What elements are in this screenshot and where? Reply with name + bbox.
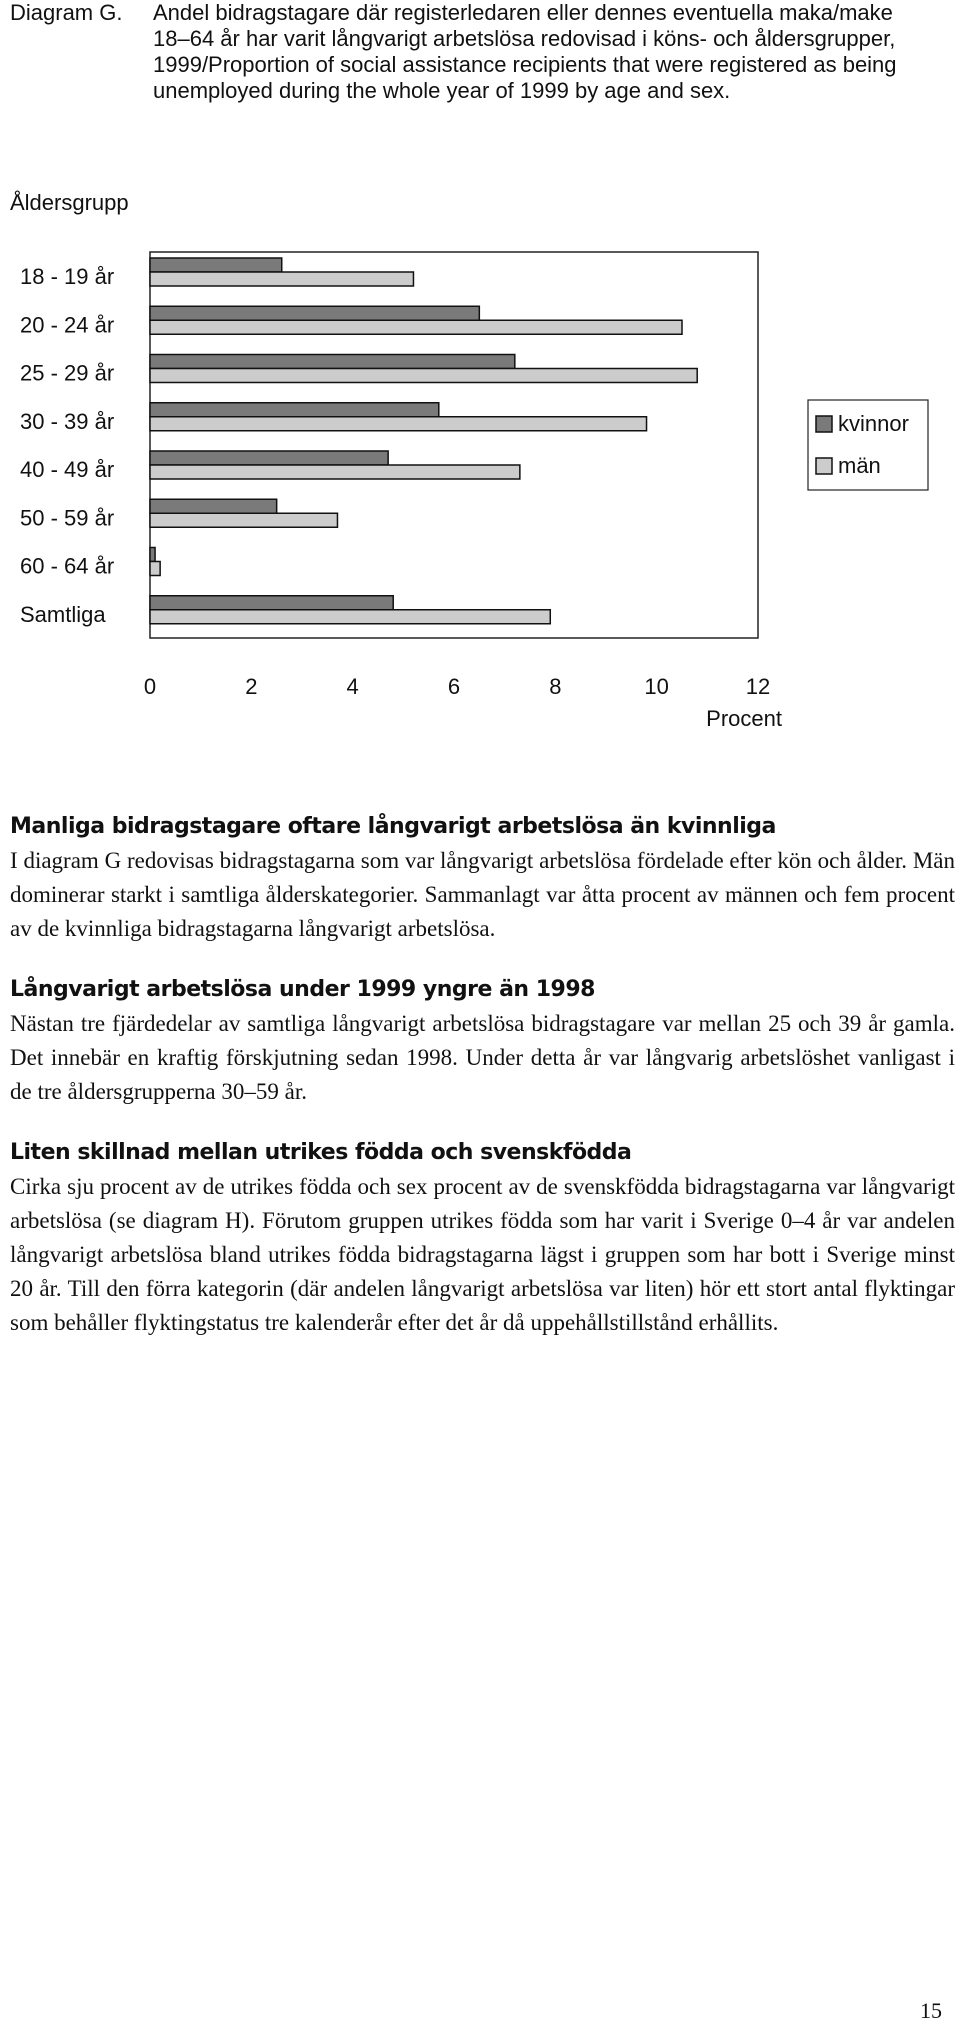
legend-swatch-män xyxy=(816,458,832,474)
bar-män xyxy=(150,610,550,624)
bar-kvinnor xyxy=(150,596,393,610)
bar-kvinnor xyxy=(150,258,282,272)
section-men-long-term xyxy=(10,812,955,946)
category-label: 18 - 19 år xyxy=(20,264,115,290)
section-paragraph: Cirka sju procent av de utrikes födda och sex procent av de svenskfödda bidragstagarna var långvarigt arbetslösa (se diagram H). Förutom gruppen utrikes födda som har varit i Sverige 0–4 år var andelen långvarigt arbetslösa bland utrikes födda bidragstagarna lägst i gruppen som har bott i Sverige minst 20 år. Till den förra kategorin (där andelen långvarigt arbetslösa var liten) hör ett stort antal flyktingar som behåller flyktingstatus tre kalenderår efter det år då uppehållstillstånd erhållits. xyxy=(10,1174,955,1335)
x-tick-label: 4 xyxy=(346,674,359,699)
bar-män xyxy=(150,272,413,286)
x-tick-label: 0 xyxy=(143,674,157,699)
section-born-abroad xyxy=(10,1138,955,1340)
bar-män xyxy=(150,369,697,383)
section-heading: Manliga bidragstagare oftare långvarigt arbetslösa än kvinnliga xyxy=(10,814,776,839)
category-label: 40 - 49 år xyxy=(20,457,115,483)
category-label: Samtliga xyxy=(20,601,106,627)
category-label: 20 - 24 år xyxy=(20,312,115,338)
section-heading: Liten skillnad mellan utrikes födda och svenskfödda xyxy=(10,1140,632,1165)
legend-label-kvinnor: kvinnor xyxy=(838,411,909,436)
category-label: 60 - 64 år xyxy=(20,553,115,579)
bar-kvinnor xyxy=(150,306,479,320)
legend-label-män: män xyxy=(838,453,881,478)
x-axis-label: Procent xyxy=(706,706,782,731)
x-tick-label: 10 xyxy=(644,674,669,699)
caption-text: Andel bidragstagare där registerledaren eller dennes eventuella maka/make 18–64 år har varit långvarigt arbetslösa redovisad i köns- och åldersgrupper, 1999/Proportion of social assistance recipients that were registered as being unemployed during the whole year of 1999 by age and sex. xyxy=(153,0,897,103)
bar-män xyxy=(150,562,160,576)
bar-chart xyxy=(0,180,960,740)
legend-swatch-kvinnor xyxy=(816,416,832,432)
x-tick-label: 6 xyxy=(447,674,461,699)
x-tick-label: 2 xyxy=(245,674,258,699)
category-label: 30 - 39 år xyxy=(20,408,115,434)
bar-kvinnor xyxy=(150,355,515,369)
bar-kvinnor xyxy=(150,548,155,562)
bar-män xyxy=(150,513,337,527)
section-paragraph: I diagram G redovisas bidragstagarna som var långvarigt arbetslösa fördelade efter kön och ålder. Män dominerar starkt i samtliga ålderskategorier. Sammanlagt var åtta procent av männen och fem procent av de kvinnliga bidragstagarna långvarigt arbetslösa. xyxy=(10,848,955,941)
bar-män xyxy=(150,320,682,334)
section-paragraph: Nästan tre fjärdedelar av samtliga långvarigt arbetslösa bidragstagare var mellan 25 och 39 år gamla. Det innebär en kraftig förskjutning sedan 1998. Under detta år var långvarig arbetslöshet vanligast i de tre åldersgrupperna 30–59 år. xyxy=(10,1011,955,1104)
body-text xyxy=(10,812,955,1369)
x-tick-label: 8 xyxy=(549,674,562,699)
bar-kvinnor xyxy=(150,451,388,465)
category-label: 50 - 59 år xyxy=(20,505,115,531)
category-label: 25 - 29 år xyxy=(20,360,115,386)
figure-caption xyxy=(10,0,930,104)
page-number: 15 xyxy=(920,1998,942,2023)
section-heading: Långvarigt arbetslösa under 1999 yngre än 1998 xyxy=(10,977,595,1002)
bar-män xyxy=(150,465,520,479)
section-younger-1999 xyxy=(10,975,955,1109)
bar-kvinnor xyxy=(150,403,439,417)
x-tick-label: 12 xyxy=(745,674,771,699)
y-axis-title: Åldersgrupp xyxy=(10,190,129,215)
caption-label: Diagram G. xyxy=(10,0,123,25)
bar-kvinnor xyxy=(150,499,277,513)
bar-män xyxy=(150,417,647,431)
